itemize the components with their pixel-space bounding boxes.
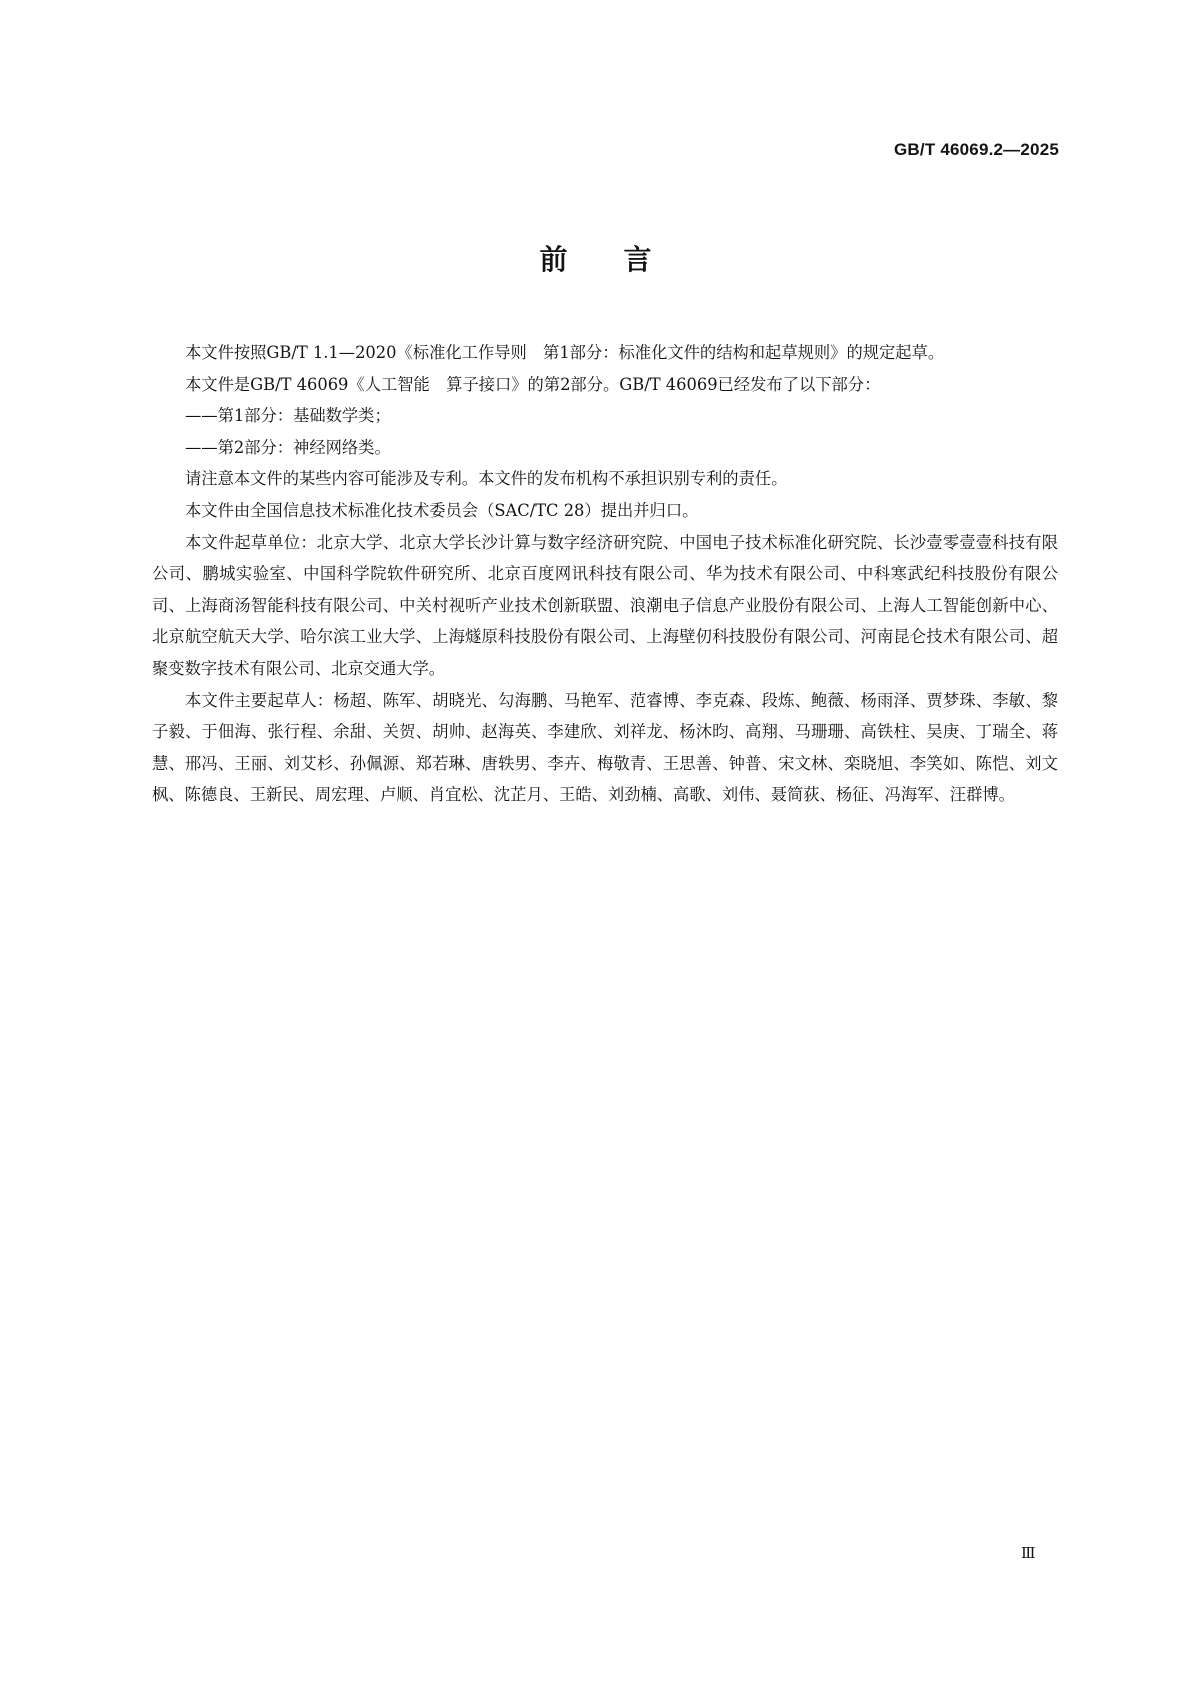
list-item-part-2: ——第2部分：神经网络类。 <box>185 437 391 457</box>
paragraph-proposer: 本文件由全国信息技术标准化技术委员会（SAC/TC 28）提出并归口。 <box>185 500 699 520</box>
page-number: Ⅲ <box>1021 1546 1036 1562</box>
standard-code: GB/T 46069.2—2025 <box>894 140 1059 159</box>
list-item-part-1: ——第1部分：基础数学类； <box>185 406 391 426</box>
page-title: 前言 <box>539 243 708 276</box>
paragraph-drafting-units: 本文件起草单位：北京大学、北京大学长沙计算与数字经济研究院、中国电子技术标准化研究院、长沙壹零壹壹科技有限公司、鹏城实验室、中国科学院软件研究所、北京百度网讯科技有限公司、华为技术有限公司、中科寒武纪科技股份有限公司、上海商汤智能科技有限公司、中关村视听产业技术创新联盟、浪潮电子信息产业股份有限公司、上海人工智能创新中心、北京航空航天大学、哈尔滨工业大学、上海燧原科技股份有限公司、上海壁仞科技股份有限公司、河南昆仑技术有限公司、超聚变数字技术有限公司、北京交通大学。 <box>152 532 1058 678</box>
document-body <box>152 337 1058 811</box>
paragraph-patent-notice: 请注意本文件的某些内容可能涉及专利。本文件的发布机构不承担识别专利的责任。 <box>185 469 788 489</box>
paragraph-part-description: 本文件是GB/T 46069《人工智能 算子接口》的第2部分。GB/T 46069已经发布了以下部分： <box>185 374 881 394</box>
paragraph-drafters: 本文件主要起草人：杨超、陈军、胡晓光、勾海鹏、马艳军、范睿博、李克森、段炼、鲍薇、杨雨泽、贾梦珠、李敏、黎子毅、于佃海、张行程、余甜、关贺、胡帅、赵海英、李建欣、刘祥龙、杨沐昀、高翔、马珊珊、高铁柱、吴庚、丁瑞全、蒋慧、邢冯、王丽、刘艾杉、孙佩源、郑若琳、唐轶男、李卉、梅敬青、王思善、钟普、宋文林、栾晓旭、李笑如、陈恺、刘文枫、陈德良、王新民、周宏理、卢顺、肖宜松、沈芷月、王皓、刘劲楠、高歌、刘伟、聂简荻、杨征、冯海军、汪群博。 <box>152 690 1058 805</box>
paragraph-drafting-rules: 本文件按照GB/T 1.1—2020《标准化工作导则 第1部分：标准化文件的结构和起草规则》的规定起草。 <box>185 343 945 362</box>
